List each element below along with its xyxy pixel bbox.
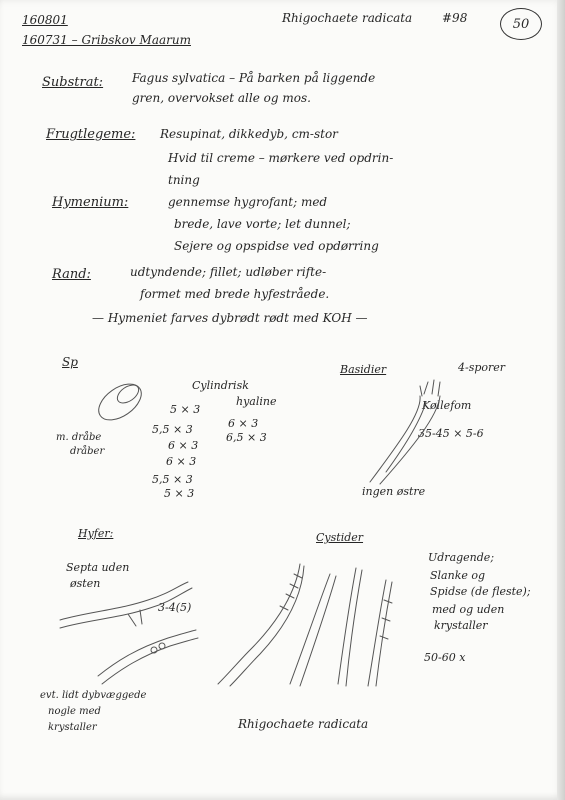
fruitbody-line-2: Hvid til creme – mørkere ved opdrin- [168, 151, 394, 165]
fruitbody-line-3: tning [168, 173, 200, 187]
cystidia-note-3: Spidse (de fleste); [430, 585, 531, 598]
hypha-branch-2 [98, 630, 196, 676]
basidium-sketch [350, 372, 450, 492]
basidia-sterigmata-label: 4-sporer [458, 361, 506, 374]
collection-id-top: 160801 [22, 13, 68, 27]
hypha-branch-1-wall [60, 588, 192, 628]
basidium-right-edge [380, 396, 440, 484]
basidia-size: 35-45 × 5-6 [418, 427, 484, 440]
substrate-line-1: Fagus sylvatica – På barken på liggende [132, 71, 376, 85]
hyphae-sketch [58, 577, 198, 690]
hyphae-note-2: nogle med [48, 706, 101, 717]
spore-measure-b1: 6 × 3 [228, 417, 259, 430]
spore-sketch [90, 372, 160, 432]
hyphae-label: Hyfer: [78, 527, 114, 540]
collection-id-bottom: 160731 – Gribskov Maarum [22, 33, 191, 47]
hyphae-note-1: evt. lidt dybvæggede [40, 690, 147, 701]
hymenium-line-3: Sejere og opspidse ved opdørring [174, 239, 379, 253]
spore-measure-4: 6 × 3 [166, 455, 197, 468]
cystidium-3-wall [346, 570, 362, 686]
species-number: #98 [442, 11, 468, 25]
cystidium-2 [290, 574, 330, 684]
cystidia-note-5: krystaller [434, 619, 488, 632]
cystidium-1 [218, 564, 300, 684]
basidium-sterigmata [420, 380, 440, 396]
cystidia-size: 50-60 x [424, 651, 466, 664]
substrate-label: Substrat: [42, 75, 104, 90]
spore-measure-2: 5,5 × 3 [152, 423, 193, 436]
cystidium-2-wall [300, 576, 336, 686]
basidium-left-edge [370, 396, 420, 482]
cystidia-sketch [210, 560, 400, 690]
spore-droplet [114, 381, 142, 406]
hyphae-note-3: krystaller [48, 722, 97, 733]
cystidia-note-1: Udragende; [428, 551, 495, 564]
spore-measure-1: 5 × 3 [170, 403, 201, 416]
margin-label: Rand: [52, 267, 91, 282]
spore-drop-label-2: dråber [70, 446, 105, 457]
spore-hyaline-label: hyaline [236, 395, 277, 408]
page-number: 50 [500, 8, 542, 40]
cystidium-4-wall [376, 582, 392, 686]
fruitbody-line-1: Resupinat, dikkedyb, cm-stor [160, 127, 338, 141]
spore-measure-3: 6 × 3 [168, 439, 199, 452]
spore-measure-6: 5 × 3 [164, 487, 195, 500]
cystidia-note-2: Slanke og [430, 569, 486, 582]
page-edge [557, 0, 565, 800]
margin-line-1: udtyndende; fillet; udløber rifte- [130, 265, 327, 279]
spore-measure-b2: 6,5 × 3 [226, 431, 267, 444]
basidium-inner-line [386, 402, 426, 472]
hymenium-line-1: gennemse hygrofant; med [168, 195, 328, 209]
hyphae-septa-label-2: østen [70, 577, 101, 590]
hymenium-line-2: brede, lave vorte; let dunnel; [174, 217, 351, 231]
basidia-shape-label: Køllefom [422, 399, 472, 412]
cystidium-4-crystals [380, 600, 392, 639]
hyphae-width: 3-4(5) [158, 601, 192, 614]
spores-label: Sp [62, 355, 78, 369]
margin-line-2: formet med brede hyfestråede. [140, 287, 330, 301]
spore-shape-label: Cylindrisk [192, 379, 249, 392]
spore-drop-label-1: m. dråbe [56, 432, 102, 443]
fruitbody-label: Frugtlegeme: [46, 127, 136, 142]
cystidium-1-wall [230, 566, 304, 686]
basidia-clamp-label: ingen østre [362, 485, 426, 498]
page-caption: Rhigochaete radicata [238, 717, 369, 731]
hypha-crystal-2 [159, 643, 165, 649]
koh-reaction-note: — Hymeniet farves dybrødt rødt med KOH — [92, 311, 368, 325]
substrate-line-2: gren, overvokset alle og mos. [132, 91, 311, 105]
cystidia-note-4: med og uden [432, 603, 505, 616]
hyphae-septa-label-1: Septa uden [66, 561, 130, 574]
cystidia-label: Cystider [316, 531, 364, 544]
spore-measure-5: 5,5 × 3 [152, 473, 193, 486]
species-title: Rhigochaete radicata [282, 11, 413, 25]
basidia-label: Basidier [340, 363, 387, 376]
hymenium-label: Hymenium: [52, 195, 129, 210]
